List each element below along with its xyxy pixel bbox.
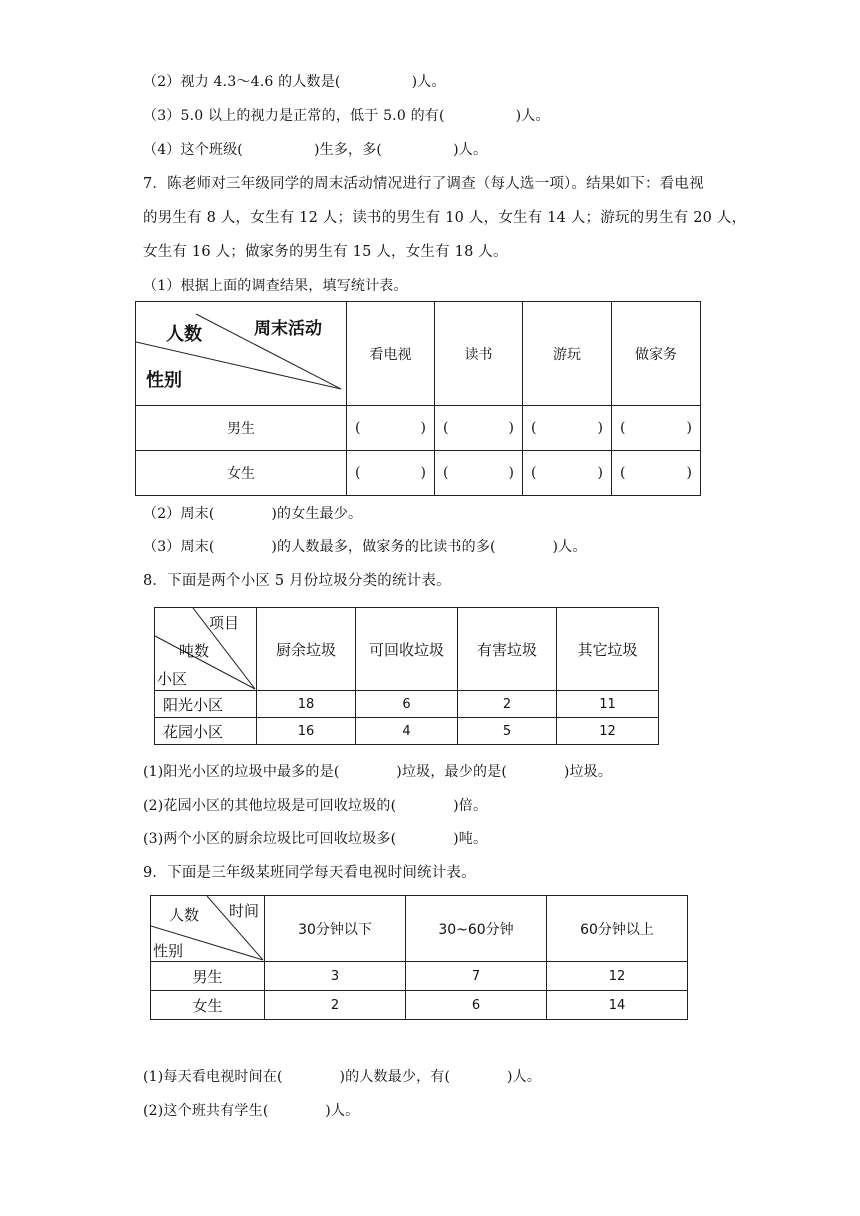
blank-close: ) xyxy=(597,420,603,436)
q9-question-2: (2)这个班共有学生( )人。 xyxy=(143,1103,360,1119)
q9-question-1: (1)每天看电视时间在( )的人数最少，有( )人。 xyxy=(143,1069,542,1085)
q8-cell: 11 xyxy=(557,691,659,718)
blank-close: ) xyxy=(597,465,603,481)
q8-corner-cell xyxy=(155,608,257,691)
q8-corner-bottom: 小区 xyxy=(157,670,188,688)
q8-cell: 2 xyxy=(458,691,557,718)
q8-row-label: 阳光小区 xyxy=(155,691,257,718)
q9-title: 9．下面是三年级某班同学每天看电视时间统计表。 xyxy=(143,865,476,881)
q7-answer-blank[interactable] xyxy=(523,406,612,451)
q7-answer-blank[interactable] xyxy=(347,406,435,451)
q8-corner-mid: 吨数 xyxy=(179,642,210,660)
q7-table xyxy=(135,301,701,496)
q8-col-header: 其它垃圾 xyxy=(557,608,659,691)
q8-cell: 4 xyxy=(356,718,458,745)
blank-open: ( xyxy=(443,465,449,481)
q7-answer-blank[interactable] xyxy=(435,406,523,451)
blank-open: ( xyxy=(531,420,537,436)
q8-row-label: 花园小区 xyxy=(155,718,257,745)
q9-cell: 7 xyxy=(406,962,547,991)
q8-cell: 12 xyxy=(557,718,659,745)
q9-cell: 6 xyxy=(406,991,547,1020)
q7-col-header: 看电视 xyxy=(347,302,435,406)
q8-col-header: 有害垃圾 xyxy=(458,608,557,691)
q7-answer-blank[interactable] xyxy=(523,451,612,496)
q6-line-4: （4）这个班级( )生多，多( )人。 xyxy=(143,142,488,158)
q7-row-label: 男生 xyxy=(136,406,347,451)
q9-table xyxy=(150,895,688,1020)
q7-col-header: 游玩 xyxy=(523,302,612,406)
blank-open: ( xyxy=(531,465,537,481)
q7-answer-blank[interactable] xyxy=(435,451,523,496)
blank-close: ) xyxy=(686,465,692,481)
q7-col-header: 做家务 xyxy=(612,302,701,406)
q9-cell: 12 xyxy=(547,962,688,991)
blank-close: ) xyxy=(420,420,426,436)
q8-question-1: (1)阳光小区的垃圾中最多的是( )垃圾，最少的是( )垃圾。 xyxy=(143,764,613,780)
q6-line-2: （2）视力 4.3～4.6 的人数是( )人。 xyxy=(143,74,446,90)
q8-title: 8．下面是两个小区 5 月份垃圾分类的统计表。 xyxy=(143,573,451,589)
q7-text-1: 7．陈老师对三年级同学的周末活动情况进行了调查（每人选一项）。结果如下：看电视 xyxy=(143,176,704,192)
q8-cell: 16 xyxy=(257,718,356,745)
q9-cell: 14 xyxy=(547,991,688,1020)
q9-row-label: 男生 xyxy=(151,962,265,991)
q7-corner-cell xyxy=(136,302,347,406)
q7-answer-blank[interactable] xyxy=(347,451,435,496)
q7-text-2: 的男生有 8 人，女生有 12 人；读书的男生有 10 人，女生有 14 人；游玩的男生有 20 人， xyxy=(143,210,747,226)
q6-line-3: （3）5.0 以上的视力是正常的，低于 5.0 的有( )人。 xyxy=(143,108,550,124)
q7-sub3: （3）周末( )的人数最多，做家务的比读书的多( )人。 xyxy=(143,539,587,555)
blank-open: ( xyxy=(355,465,361,481)
q7-sub2: （2）周末( )的女生最少。 xyxy=(143,506,363,522)
q9-corner-top: 时间 xyxy=(229,902,260,920)
blank-open: ( xyxy=(355,420,361,436)
blank-open: ( xyxy=(620,465,626,481)
q7-corner-top: 周末活动 xyxy=(254,319,322,339)
q9-corner-cell xyxy=(151,896,265,962)
q7-row-label: 女生 xyxy=(136,451,347,496)
q7-corner-bottom: 性别 xyxy=(146,370,182,391)
q7-answer-blank[interactable] xyxy=(612,451,701,496)
q8-cell: 5 xyxy=(458,718,557,745)
q8-col-header: 厨余垃圾 xyxy=(257,608,356,691)
q9-cell: 2 xyxy=(265,991,406,1020)
q8-corner-top: 项目 xyxy=(209,614,240,632)
blank-close: ) xyxy=(508,420,514,436)
blank-open: ( xyxy=(443,420,449,436)
q7-col-header: 读书 xyxy=(435,302,523,406)
q8-col-header: 可回收垃圾 xyxy=(356,608,458,691)
q9-corner-mid: 人数 xyxy=(169,906,200,924)
blank-close: ) xyxy=(420,465,426,481)
blank-open: ( xyxy=(620,420,626,436)
q8-question-3: (3)两个小区的厨余垃圾比可回收垃圾多( )吨。 xyxy=(143,831,488,847)
q9-row-label: 女生 xyxy=(151,991,265,1020)
blank-close: ) xyxy=(508,465,514,481)
q7-text-3: 女生有 16 人；做家务的男生有 15 人，女生有 18 人。 xyxy=(143,244,508,260)
q9-col-header: 60分钟以上 xyxy=(547,896,688,962)
q8-table xyxy=(154,607,659,745)
q9-col-header: 30分钟以下 xyxy=(265,896,406,962)
q9-corner-bottom: 性别 xyxy=(153,942,184,960)
q9-cell: 3 xyxy=(265,962,406,991)
q8-question-2: (2)花园小区的其他垃圾是可回收垃圾的( )倍。 xyxy=(143,798,488,814)
q8-cell: 18 xyxy=(257,691,356,718)
q7-corner-mid: 人数 xyxy=(166,324,202,345)
q7-sub1: （1）根据上面的调查结果，填写统计表。 xyxy=(143,278,408,294)
blank-close: ) xyxy=(686,420,692,436)
q8-cell: 6 xyxy=(356,691,458,718)
q7-answer-blank[interactable] xyxy=(612,406,701,451)
q9-col-header: 30~60分钟 xyxy=(406,896,547,962)
